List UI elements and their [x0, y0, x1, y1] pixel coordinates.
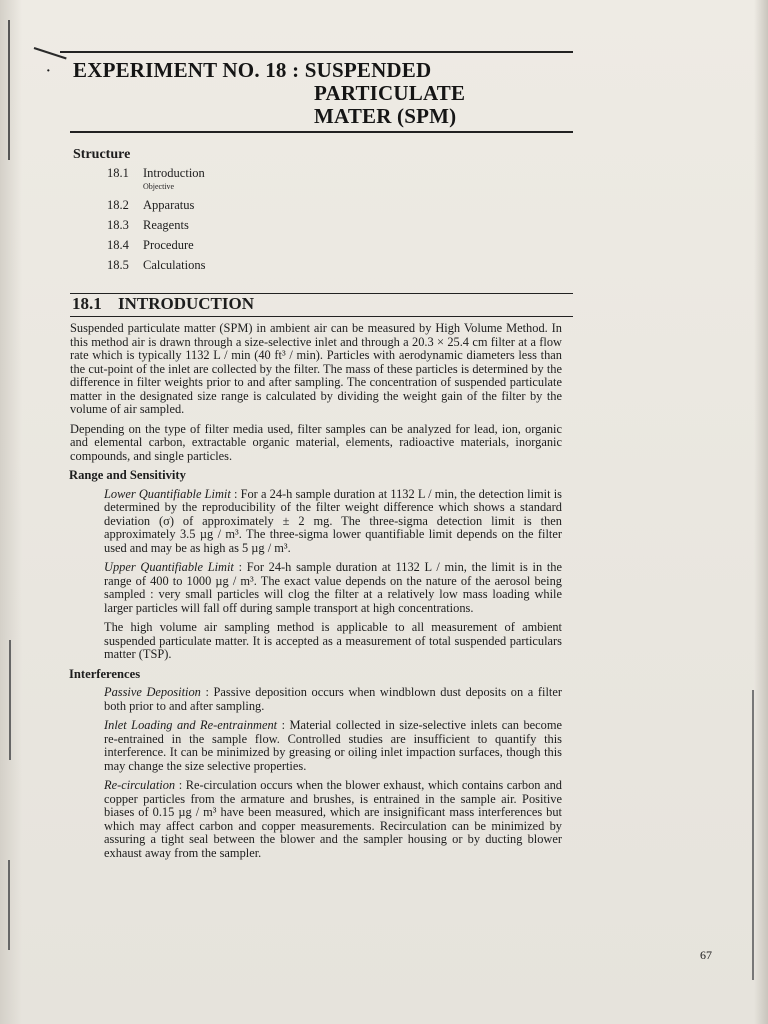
inlet-loading-text: : Material collected in size-selective inlets can become re-entrained in the sample flow. Controlled studies are insufficient to quantify this interference. It can be minimized by greasing or oiling inlet impaction surfaces, though this may change the size selective properties. — [104, 718, 562, 773]
title-bottom-rule — [70, 131, 573, 133]
scan-mark-right-edge — [752, 690, 754, 980]
toc-item-number: 18.3 — [107, 218, 129, 232]
toc-sub-item-label: Objective — [143, 182, 175, 191]
toc-sub-item — [107, 182, 206, 194]
toc-item-number: 18.4 — [107, 238, 129, 252]
section-heading — [72, 294, 254, 314]
toc-item — [107, 258, 206, 278]
lower-limit-text: : For a 24-h sample duration at 1132 L / min, the detection limit is determined by the reproducibility of the filter weight difference which shows a standard deviation (σ) of approximately ± 2 mg. The three-sigma detection limit is then approximately 3.5 µg / m³. The three-sigma lower quantifiable limit depends on the filter used and may be as high as 5 µg / m³. — [104, 486, 562, 555]
interferences-heading: Interferences — [69, 666, 141, 681]
upper-limit-label: Upper Quantifiable Limit — [104, 560, 234, 574]
recirculation-paragraph — [104, 779, 562, 860]
experiment-title-line1: EXPERIMENT NO. 18 : SUSPENDED — [73, 58, 432, 82]
recirculation-label: Re-circulation — [104, 778, 176, 792]
toc-item-number: 18.1 — [107, 166, 129, 180]
lower-limit-label: Lower Quantifiable Limit — [104, 486, 231, 501]
upper-limit-text: : For 24-h sample duration at 1132 L / min, the limit is in the range of 400 to 1000 µg / m³. The exact value depends on the nature of the aerosol being sampled : very small particles will clog the filter at a relatively low mass loading while larger particles will fall off during sample transport at high concentrations. — [104, 560, 562, 615]
table-of-contents — [107, 166, 206, 278]
section-number: 18.1 — [72, 294, 102, 313]
toc-item-number: 18.2 — [107, 198, 129, 212]
experiment-title-line2: PARTICULATE — [314, 81, 466, 105]
scan-mark-diagonal — [34, 47, 67, 59]
scan-mark-left-edge-lower — [9, 640, 11, 760]
passive-deposition-text: : Passive deposition occurs when windblown dust deposits on a filter both prior to and after sampling. — [104, 685, 562, 713]
passive-deposition-label: Passive Deposition — [104, 685, 201, 699]
inlet-loading-label: Inlet Loading and Re-entrainment — [104, 718, 278, 732]
section-title: INTRODUCTION — [118, 294, 255, 313]
structure-heading: Structure — [73, 147, 131, 162]
section-bottom-rule — [70, 316, 573, 317]
toc-item-label: Apparatus — [143, 198, 195, 212]
toc-item-label: Reagents — [143, 218, 189, 232]
toc-item — [107, 218, 206, 238]
toc-item-number: 18.5 — [107, 258, 129, 272]
applicability-paragraph: The high volume air sampling method is applicable to all measurement of ambient suspended particulate matter. It is accepted as a measurement of total suspended particulars matter (TSP). — [104, 620, 562, 661]
upper-limit-paragraph — [104, 561, 562, 615]
intro-paragraph-1: Suspended particulate matter (SPM) in ambient air can be measured by High Volume Method. In this method air is drawn through a size-selective inlet and through a 20.3 × 25.4 cm filter at a flow rate which is typically 1132 L / min (40 ft³ / min). Particles with aerodynamic diameters less than the cut-point of the inlet are collected by the filter. The mass of these particles is determined by the difference in filter weights prior to and after sampling. The concentration of suspended particulate matter in the designated size range is calculated by dividing the weight gain of the filter by the volume of air sampled. — [70, 321, 562, 416]
scan-mark-left-edge — [8, 20, 10, 160]
scan-shadow-right — [754, 0, 768, 1024]
toc-item-label: Calculations — [143, 258, 206, 272]
scan-mark-left-edge-bottom — [8, 860, 10, 950]
experiment-title-line3: MATER (SPM) — [314, 104, 457, 128]
stray-mark: · — [46, 64, 51, 79]
inlet-loading-paragraph — [104, 719, 562, 773]
toc-item — [107, 198, 206, 218]
recirculation-text: : Re-circulation occurs when the blower exhaust, which contains carbon and copper particles from the armature and brushes, is entrained in the sample air. Positive biases of 0.15 µg / m³ have been measured, which are insignificant mass interferences but which may affect carbon and copper measurements. Recirculation can be minimized by assuring a tight seal between the blower and the sampler housing or by ducting blower exhaust away from the sampler. — [104, 778, 562, 860]
lower-limit-paragraph — [104, 488, 562, 556]
scan-shadow-left — [0, 0, 22, 1024]
toc-item-label: Procedure — [143, 238, 194, 252]
page-number: 67 — [700, 948, 712, 962]
passive-deposition-paragraph — [104, 686, 562, 713]
body-text — [70, 322, 562, 866]
range-sensitivity-heading: Range and Sensitivity — [69, 468, 186, 482]
title-top-rule — [60, 51, 573, 53]
toc-item-label: Introduction — [143, 166, 205, 180]
intro-paragraph-2: Depending on the type of filter media used, filter samples can be analyzed for lead, ion, organic and elemental carbon, extractable organic material, elements, radioactive materials, inorganic compounds, and single particles. — [70, 421, 562, 463]
toc-item — [107, 238, 206, 258]
